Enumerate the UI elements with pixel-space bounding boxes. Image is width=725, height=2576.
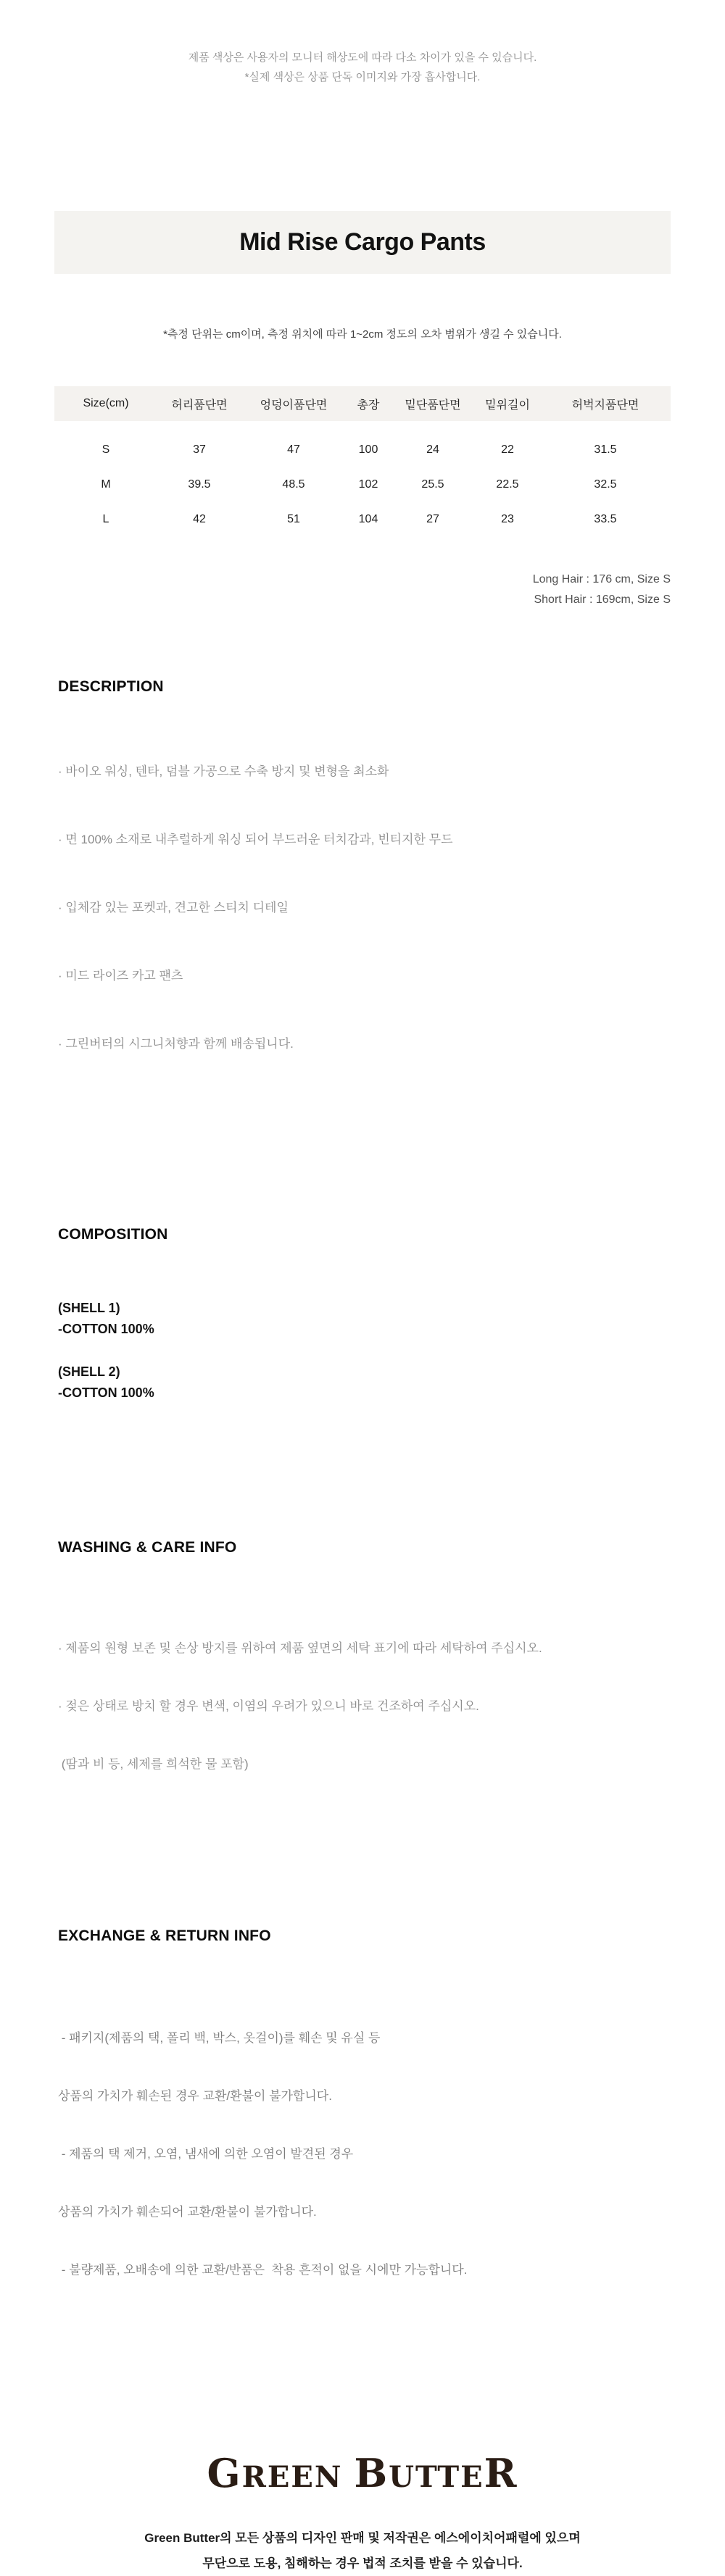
color-disclaimer bbox=[0, 0, 725, 87]
description-item: · 그린버터의 시그니처향과 함께 배송됩니다. bbox=[58, 1037, 294, 1051]
description-list bbox=[58, 723, 671, 1093]
size-table-row-s bbox=[54, 433, 671, 467]
exchange-list bbox=[58, 1995, 671, 2314]
description-item: · 바이오 워싱, 텐타, 덤블 가공으로 수축 방지 및 변형을 최소화 bbox=[58, 764, 389, 778]
size-table-row-l bbox=[54, 502, 671, 537]
washing-heading: WASHING & CARE INFO bbox=[58, 1539, 237, 1556]
copyright-line1: Green Butter의 모든 상품의 디자인 판매 및 저작권은 에스에이치어패럴에 있으며 bbox=[144, 2531, 581, 2545]
size-value: 25.5 bbox=[421, 478, 444, 491]
composition-value: -COTTON 100% bbox=[58, 1385, 154, 1400]
composition-value: -COTTON 100% bbox=[58, 1322, 154, 1336]
washing-line: · 제품의 원형 보존 및 손상 방지를 위하여 제품 옆면의 세탁 표기에 따라 세탁하여 주십시오. bbox=[58, 1641, 542, 1655]
washing-line: (땀과 비 등, 세제를 희석한 물 포함) bbox=[58, 1757, 249, 1771]
size-table bbox=[54, 386, 671, 537]
size-table-header-rise: 밑위길이 bbox=[485, 399, 530, 412]
logo-text-reen: REEN bbox=[241, 2460, 343, 2494]
green-butter-logo bbox=[0, 2444, 725, 2502]
composition-heading: COMPOSITION bbox=[58, 1226, 168, 1243]
size-table-header-size: Size(cm) bbox=[83, 397, 129, 409]
logo-letter-r: R bbox=[484, 2450, 518, 2496]
size-value: 48.5 bbox=[282, 478, 305, 491]
size-value: 39.5 bbox=[188, 478, 211, 491]
composition-list bbox=[58, 1298, 671, 1404]
product-title-banner bbox=[54, 211, 671, 274]
size-table-header-waist: 허리품단면 bbox=[171, 399, 228, 412]
composition-label: (SHELL 2) bbox=[58, 1364, 120, 1379]
brand-footer bbox=[0, 2444, 725, 2576]
color-disclaimer-line1: 제품 색상은 사용자의 모니터 해상도에 따라 다소 차이가 있을 수 있습니다. bbox=[188, 51, 537, 64]
logo-text-utte: UTTE bbox=[389, 2460, 484, 2494]
description-item: · 면 100% 소재로 내추럴하게 워싱 되어 부드러운 터치감과, 빈티지한 무드 bbox=[58, 833, 453, 846]
measurement-note: *측정 단위는 cm이며, 측정 위치에 따라 1~2cm 정도의 오차 범위가 생길 수 있습니다. bbox=[163, 328, 562, 341]
size-label: S bbox=[102, 443, 110, 456]
color-disclaimer-line2: *실제 색상은 상품 단독 이미지와 가장 흡사합니다. bbox=[244, 71, 481, 83]
exchange-line: - 불량제품, 오배송에 의한 교환/반품은 착용 흔적이 없을 시에만 가능합니다. bbox=[58, 2263, 468, 2277]
size-table-header-hip: 엉덩이품단면 bbox=[260, 399, 328, 412]
size-table-header-thigh: 허벅지품단면 bbox=[571, 399, 639, 412]
washing-list bbox=[58, 1605, 671, 1808]
exchange-line: 상품의 가치가 훼손된 경우 교환/환불이 불가합니다. bbox=[58, 2089, 332, 2103]
exchange-section bbox=[0, 1927, 725, 2314]
composition-group-shell1 bbox=[58, 1298, 671, 1340]
copyright-line2: 무단으로 도용, 침해하는 경우 법적 조치를 받을 수 있습니다. bbox=[202, 2556, 523, 2570]
model-info-short-hair: Short Hair : 169cm, Size S bbox=[534, 593, 671, 606]
product-title: Mid Rise Cargo Pants bbox=[239, 228, 486, 256]
size-value: 47 bbox=[287, 443, 300, 456]
size-value: 102 bbox=[358, 478, 378, 491]
exchange-heading: EXCHANGE & RETURN INFO bbox=[58, 1927, 271, 1944]
copyright-notice bbox=[0, 2525, 725, 2576]
description-item: · 미드 라이즈 카고 팬츠 bbox=[58, 969, 183, 983]
size-value: 23 bbox=[501, 513, 514, 525]
size-label: M bbox=[101, 478, 111, 491]
size-value: 27 bbox=[426, 513, 439, 525]
exchange-line: - 제품의 택 제거, 오염, 냄새에 의한 오염이 발견된 경우 bbox=[58, 2147, 354, 2161]
size-value: 33.5 bbox=[594, 513, 617, 525]
size-value: 32.5 bbox=[594, 478, 617, 491]
size-value: 104 bbox=[358, 513, 378, 525]
size-value: 37 bbox=[193, 443, 206, 456]
exchange-line: - 패키지(제품의 택, 폴리 백, 박스, 옷걸이)를 훼손 및 유실 등 bbox=[58, 2031, 381, 2045]
exchange-line: 상품의 가치가 훼손되어 교환/환불이 불가합니다. bbox=[58, 2205, 317, 2219]
logo-letter-b: B bbox=[354, 2450, 389, 2496]
description-heading: DESCRIPTION bbox=[58, 678, 164, 695]
size-value: 51 bbox=[287, 513, 300, 525]
composition-label: (SHELL 1) bbox=[58, 1301, 120, 1315]
model-size-info bbox=[54, 570, 671, 610]
size-table-header-length: 총장 bbox=[357, 399, 380, 412]
washing-line: · 젖은 상태로 방치 할 경우 변색, 이염의 우려가 있으니 바로 건조하여 주십시오. bbox=[58, 1699, 479, 1713]
composition-section bbox=[0, 1225, 725, 1404]
size-table-row-m bbox=[54, 467, 671, 502]
washing-section bbox=[0, 1538, 725, 1808]
composition-group-shell2 bbox=[58, 1362, 671, 1404]
size-value: 22.5 bbox=[496, 478, 519, 491]
size-value: 42 bbox=[193, 513, 206, 525]
description-item: · 입체감 있는 포켓과, 견고한 스티치 디테일 bbox=[58, 901, 289, 914]
description-section bbox=[0, 678, 725, 1093]
size-value: 100 bbox=[358, 443, 378, 456]
size-table-header-row bbox=[54, 386, 671, 421]
logo-letter-g: G bbox=[207, 2450, 242, 2496]
size-label: L bbox=[102, 513, 109, 525]
model-info-long-hair: Long Hair : 176 cm, Size S bbox=[532, 573, 671, 585]
size-value: 24 bbox=[426, 443, 439, 456]
size-value: 31.5 bbox=[594, 443, 617, 456]
size-value: 22 bbox=[501, 443, 514, 456]
size-table-header-hem: 밑단품단면 bbox=[405, 399, 461, 412]
